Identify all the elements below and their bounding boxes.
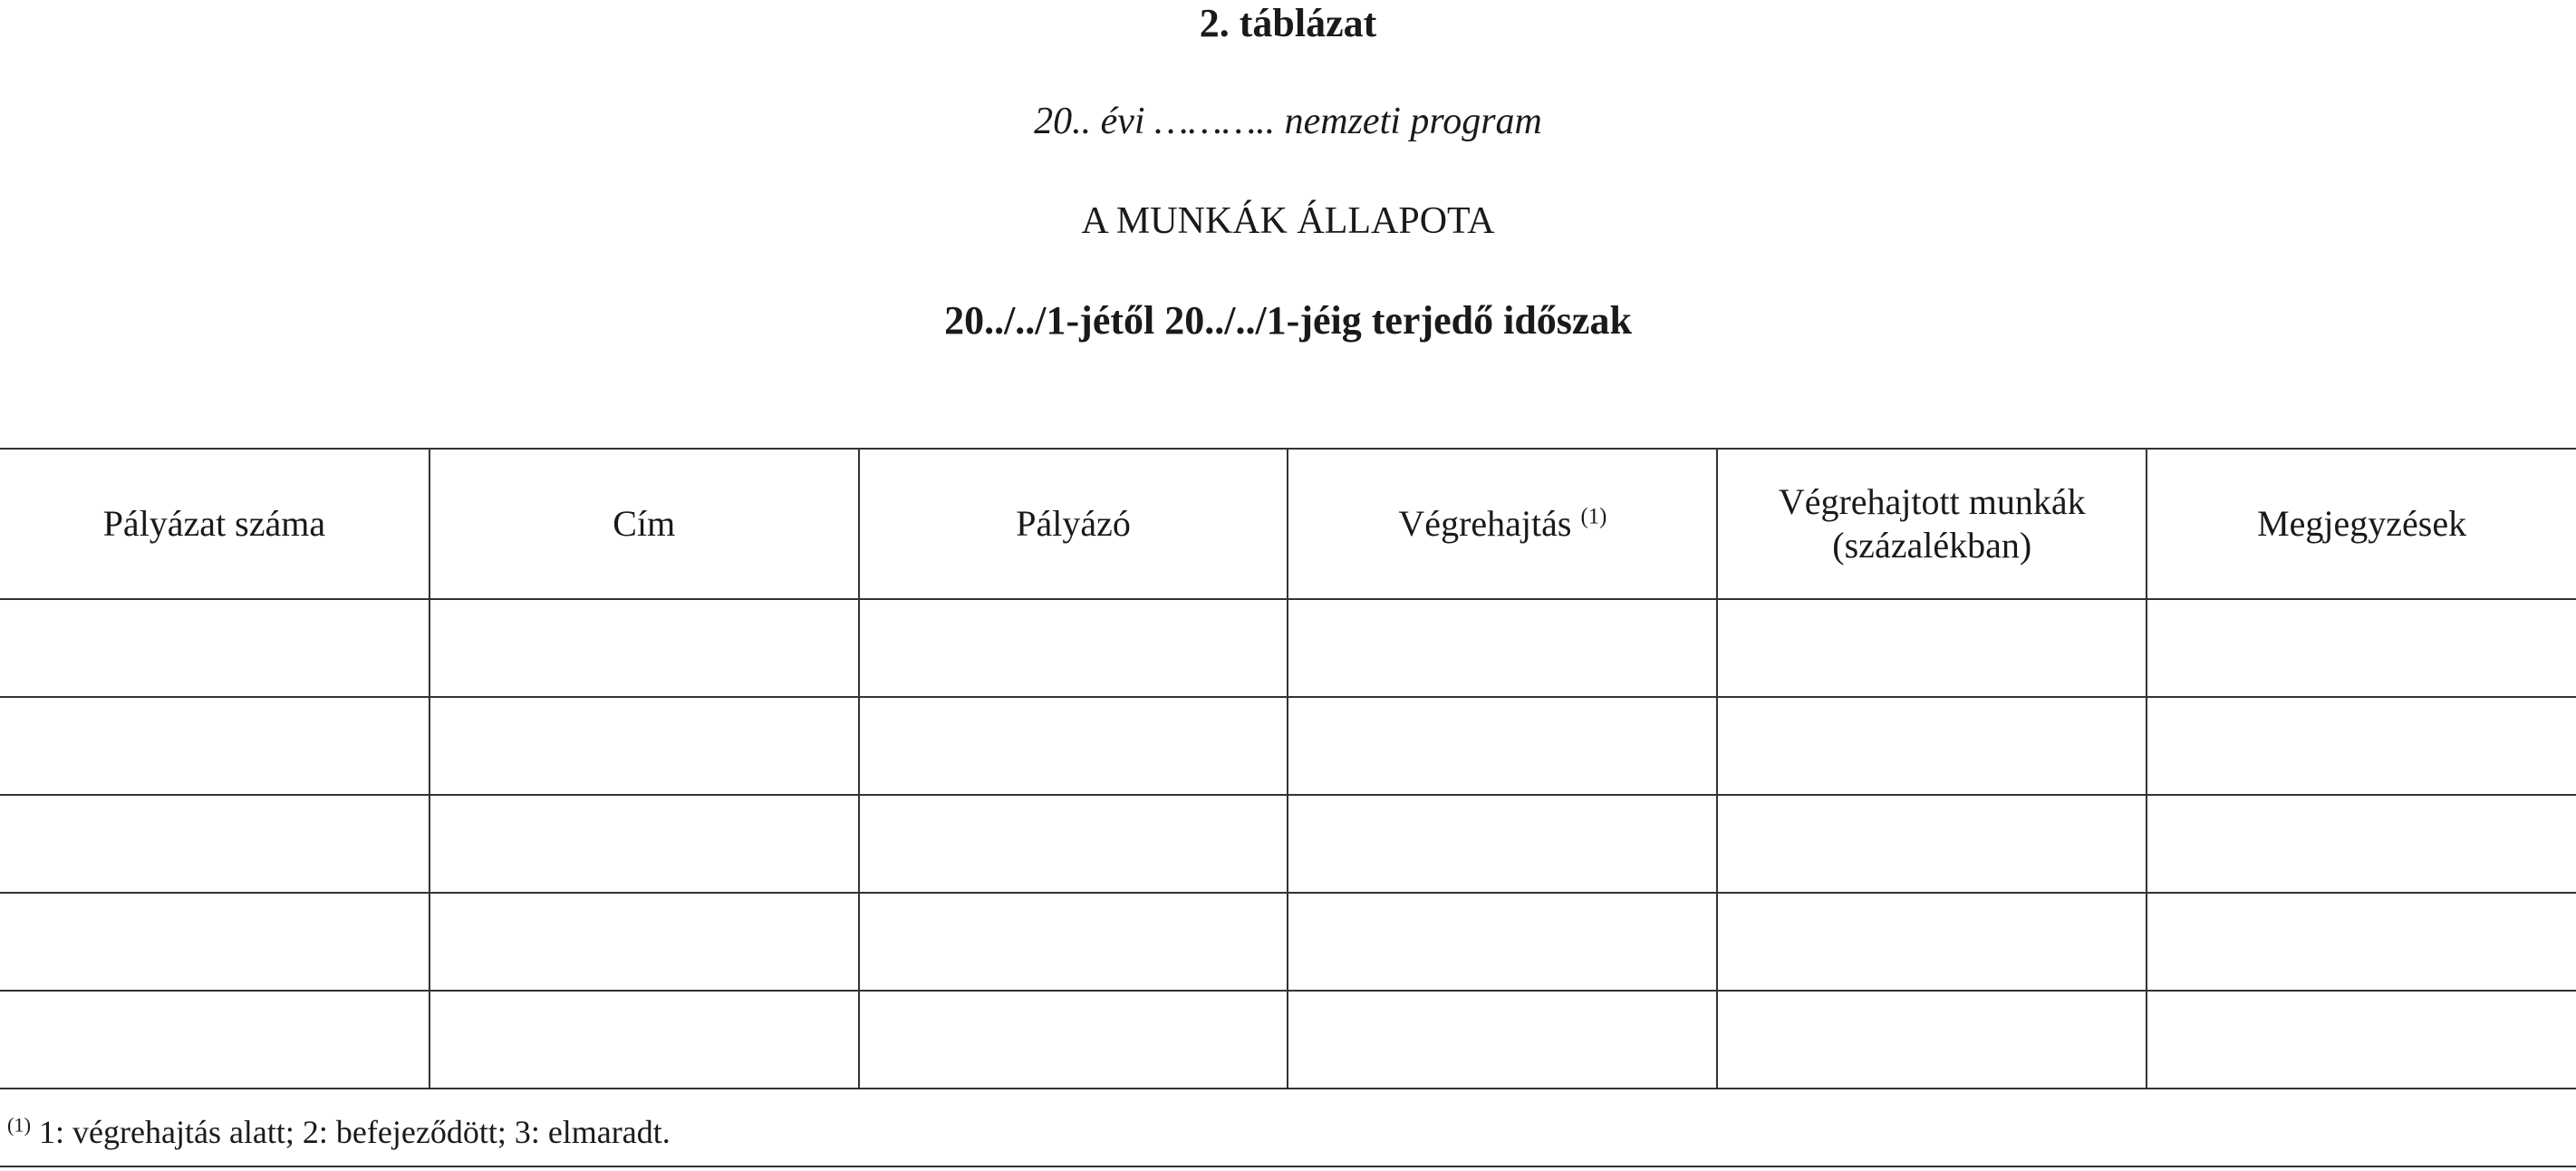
table-cell [1288, 893, 1717, 991]
table-cell [2147, 599, 2576, 697]
table-cell [1288, 795, 1717, 893]
table-cell [2147, 795, 2576, 893]
header-title: Cím [429, 449, 859, 599]
table-cell [1717, 697, 2147, 795]
table-cell [859, 991, 1288, 1089]
table-cell [1288, 599, 1717, 697]
header-completed-works-label: Végrehajtott munkák [1778, 481, 2086, 522]
table-cell [0, 893, 429, 991]
program-subtitle: 20.. évi ……….. nemzeti program [1034, 101, 1542, 142]
table-row [0, 893, 2576, 991]
table-cell [0, 599, 429, 697]
table-header-row [0, 449, 2576, 599]
table-cell [2147, 697, 2576, 795]
table-row [0, 599, 2576, 697]
table-cell [859, 795, 1288, 893]
table-cell [1717, 893, 2147, 991]
header-application-number: Pályázat száma [0, 449, 429, 599]
table-row [0, 991, 2576, 1089]
table-cell [2147, 893, 2576, 991]
table-cell [1288, 991, 1717, 1089]
table-cell [429, 893, 859, 991]
table-cell [1717, 795, 2147, 893]
table-row [0, 795, 2576, 893]
table-cell [1717, 991, 2147, 1089]
table-cell [429, 697, 859, 795]
table-number-title: 2. táblázat [1199, 1, 1377, 45]
header-completed-works [1717, 449, 2147, 599]
header-implementation [1288, 449, 1717, 599]
period-heading: 20../../1-jétől 20../../1-jéig terjedő időszak [944, 298, 1632, 343]
header-remarks: Megjegyzések [2147, 449, 2576, 599]
footnote-reference: (1) [1580, 504, 1607, 529]
table-cell [1288, 697, 1717, 795]
table-row [0, 697, 2576, 795]
table-cell [859, 893, 1288, 991]
footnote-text: 1: végrehajtás alatt; 2: befejeződött; 3: elmaradt. [39, 1114, 671, 1150]
table-cell [0, 991, 429, 1089]
footnote-marker: (1) [7, 1113, 32, 1137]
table-cell [429, 991, 859, 1089]
table-cell [429, 795, 859, 893]
table-cell [859, 599, 1288, 697]
header-completed-works-unit: (százalékban) [1832, 525, 2032, 566]
works-status-table [0, 448, 2576, 1089]
status-heading: A MUNKÁK ÁLLAPOTA [1081, 200, 1495, 242]
table-cell [859, 697, 1288, 795]
footnote [7, 1113, 671, 1151]
table-cell [1717, 599, 2147, 697]
table-cell [429, 599, 859, 697]
header-implementation-label: Végrehajtás [1398, 503, 1572, 544]
table-cell [0, 697, 429, 795]
bottom-divider [0, 1166, 2576, 1167]
table-cell [2147, 991, 2576, 1089]
header-applicant: Pályázó [859, 449, 1288, 599]
table-cell [0, 795, 429, 893]
